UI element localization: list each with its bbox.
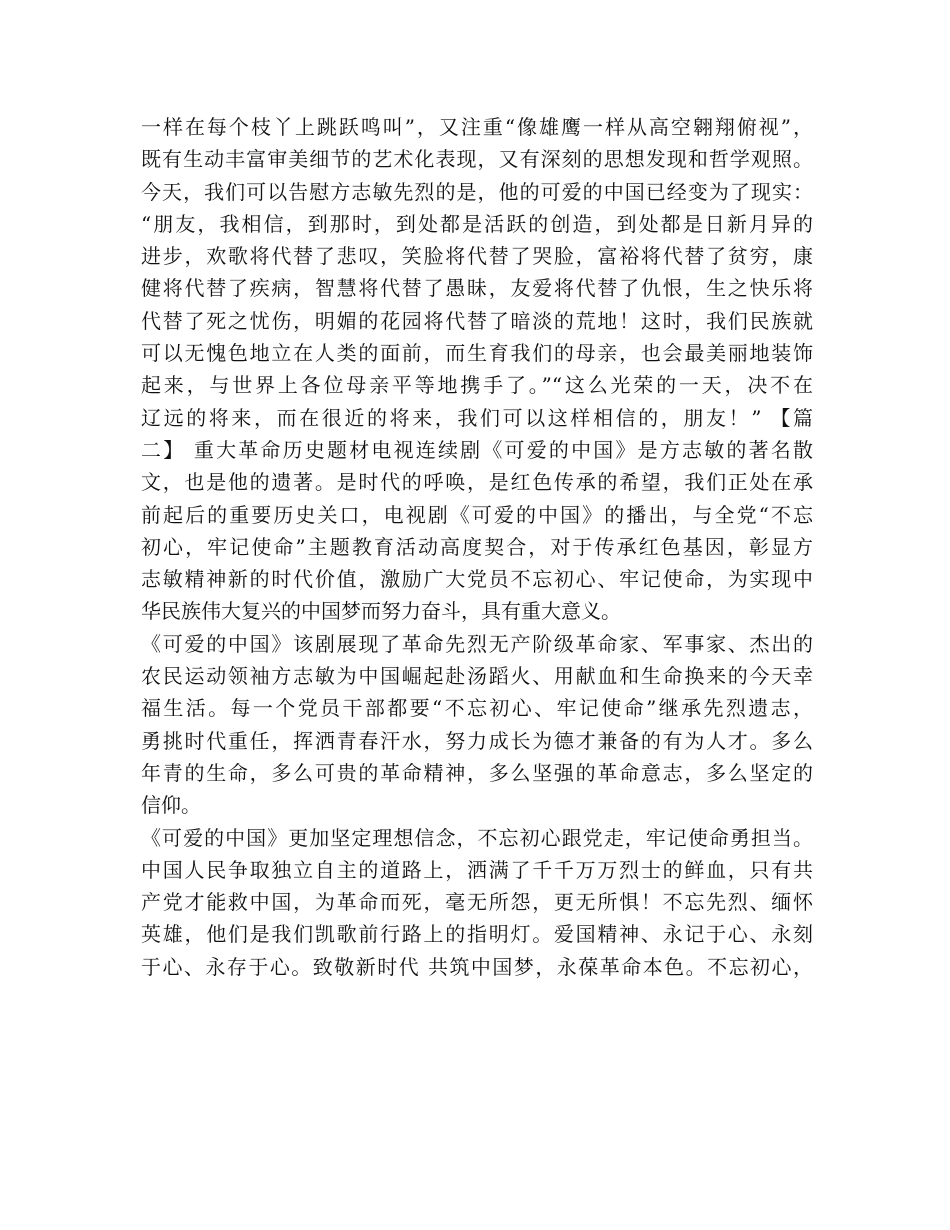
text-line: 信仰。 <box>141 793 201 818</box>
text-line: 产党才能救中国，为革命而死，毫无所怨，更无所惧！不忘先烈、缅怀 <box>141 890 813 915</box>
body-text <box>141 111 813 983</box>
text-line: 《可爱的中国》该剧展现了革命先烈无产阶级革命家、军事家、杰出的 <box>141 631 813 656</box>
text-line: 前起后的重要历史关口，电视剧《可爱的中国》的播出，与全党“不忘 <box>141 502 813 527</box>
text-line: 可以无愧色地立在人类的面前，而生育我们的母亲，也会最美丽地装饰 <box>141 341 813 366</box>
text-line: 既有生动丰富审美细节的艺术化表现，又有深刻的思想发现和哲学观照。 <box>141 147 813 172</box>
text-line: 健将代替了疾病，智慧将代替了愚昧，友爱将代替了仇恨，生之快乐将 <box>141 276 813 301</box>
text-line: 农民运动领袖方志敏为中国崛起赴汤蹈火、用献血和生命换来的今天幸 <box>141 664 813 689</box>
text-line: 一样在每个枝丫上跳跃鸣叫”，又注重“像雄鹰一样从高空翱翔俯视”， <box>141 115 813 139</box>
text-line: 起来，与世界上各位母亲平等地携手了。”“这么光荣的一天，决不在 <box>141 373 813 398</box>
text-line: 年青的生命，多么可贵的革命精神，多么坚强的革命意志，多么坚定的 <box>141 760 813 785</box>
text-line: 进步，欢歌将代替了悲叹，笑脸将代替了哭脸，富裕将代替了贫穷，康 <box>141 244 813 269</box>
text-line: 今天，我们可以告慰方志敏先烈的是，他的可爱的中国已经变为了现实： <box>141 179 813 204</box>
text-line: 华民族伟大复兴的中国梦而努力奋斗，具有重大意义。 <box>141 599 621 624</box>
text-line: 勇挑时代重任，挥洒青春汗水，努力成长为德才兼备的有为人才。多么 <box>141 728 813 753</box>
text-line: 初心，牢记使命”主题教育活动高度契合，对于传承红色基因，彰显方 <box>141 534 813 559</box>
text-line: 福生活。每一个党员干部都要“不忘初心、牢记使命”继承先烈遗志， <box>141 696 813 721</box>
text-line: 于心、永存于心。致敬新时代 共筑中国梦，永葆革命本色。不忘初心， <box>141 954 813 979</box>
text-line: 文，也是他的遗著。是时代的呼唤，是红色传承的希望，我们正处在承 <box>141 470 813 495</box>
text-line: 英雄，他们是我们凯歌前行路上的指明灯。爱国精神、永记于心、永刻 <box>141 922 813 947</box>
text-line: 辽远的将来，而在很近的将来，我们可以这样相信的，朋友！” 【篇 <box>141 405 813 430</box>
text-line: 志敏精神新的时代价值，激励广大党员不忘初心、牢记使命，为实现中 <box>141 567 813 592</box>
text-line: 中国人民争取独立自主的道路上，洒满了千千万万烈士的鲜血，只有共 <box>141 857 813 882</box>
text-line: 二】 重大革命历史题材电视连续剧《可爱的中国》是方志敏的著名散 <box>141 437 813 462</box>
text-line: 《可爱的中国》更加坚定理想信念，不忘初心跟党走，牢记使命勇担当。 <box>141 825 813 850</box>
text-line: “朋友，我相信，到那时，到处都是活跃的创造，到处都是日新月异的 <box>141 211 813 236</box>
text-line: 代替了死之忧伤，明媚的花园将代替了暗淡的荒地！这时，我们民族就 <box>141 308 813 333</box>
